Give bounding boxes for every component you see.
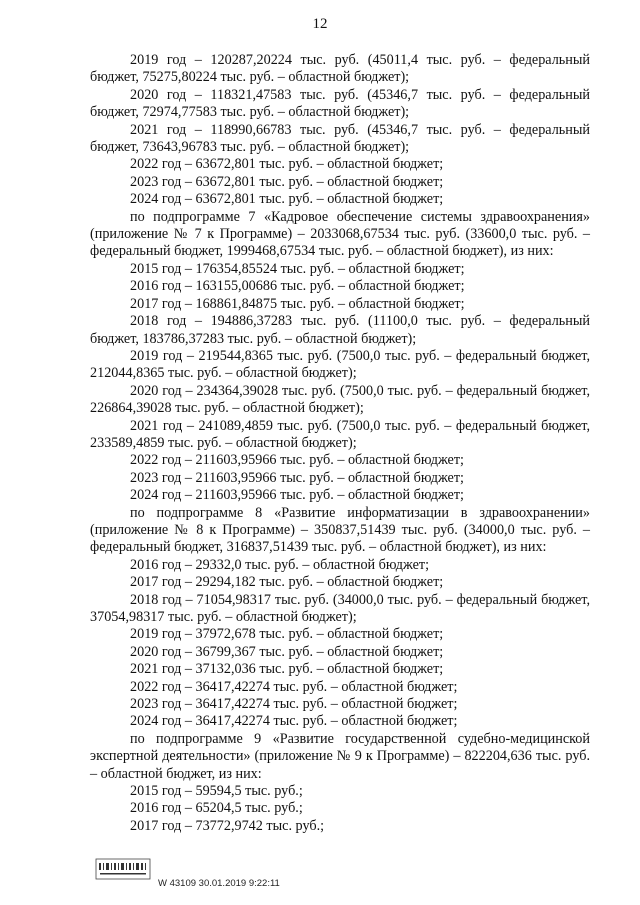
paragraph: 2023 год – 63672,801 тыс. руб. – областной бюджет; (130, 173, 444, 190)
paragraph: 2017 год – 73772,9742 тыс. руб.; (130, 817, 325, 834)
paragraph: по подпрограмме 7 «Кадровое обеспечение системы здравоохранения» (приложение № 7 к Программе) – 2033068,67534 тыс. руб. (33600,0 тыс. руб. – федеральный бюджет, 1999468,67534 тыс. руб. – областной бюджет), из них: (90, 208, 590, 260)
paragraph: 2018 год – 194886,37283 тыс. руб. (11100,0 тыс. руб. – федеральный бюджет, 183786,37283 тыс. руб. – областной бюджет); (90, 313, 590, 347)
paragraph: 2024 год – 211603,95966 тыс. руб. – областной бюджет; (130, 487, 464, 504)
paragraph: 2015 год – 176354,85524 тыс. руб. – областной бюджет; (130, 260, 465, 277)
paragraph: 2020 год – 234364,39028 тыс. руб. (7500,0 тыс. руб. – федеральный бюджет, 226864,39028 тыс. руб. – областной бюджет); (90, 382, 590, 417)
paragraph: 2021 год – 37132,036 тыс. руб. – областной бюджет; (130, 661, 444, 678)
paragraph: 2015 год – 59594,5 тыс. руб.; (130, 783, 303, 800)
paragraph: 2020 год – 118321,47583 тыс. руб. (45346,7 тыс. руб. – федеральный бюджет, 72974,77583 тыс. руб. – областной бюджет); (90, 86, 590, 121)
paragraph: 2017 год – 29294,182 тыс. руб. – областной бюджет; (130, 574, 444, 591)
paragraph: 2023 год – 36417,42274 тыс. руб. – областной бюджет; (130, 696, 458, 713)
registration-number: W 43109 30.01.2019 9:22:11 (158, 878, 280, 889)
paragraph: 2016 год – 163155,00686 тыс. руб. – областной бюджет; (130, 278, 465, 295)
paragraph: 2021 год – 118990,66783 тыс. руб. (45346,7 тыс. руб. – федеральный бюджет, 73643,96783 тыс. руб. – областной бюджет); (90, 121, 590, 156)
paragraph: 2022 год – 211603,95966 тыс. руб. – областной бюджет; (130, 452, 464, 469)
paragraph: 2019 год – 219544,8365 тыс. руб. (7500,0 тыс. руб. – федеральный бюджет, 212044,8365 тыс. руб. – областной бюджет); (90, 347, 590, 382)
paragraph: по подпрограмме 9 «Развитие государственной судебно-медицинской экспертной деятельности» (приложение № 9 к Программе) – 822204,636 тыс. руб. – областной бюджет, из них: (90, 730, 590, 782)
paragraph: 2023 год – 211603,95966 тыс. руб. – областной бюджет; (130, 469, 464, 486)
barcode-stamp (95, 858, 151, 880)
paragraph: 2022 год – 63672,801 тыс. руб. – областной бюджет; (130, 156, 444, 173)
paragraph: по подпрограмме 8 «Развитие информатизации в здравоохранении» (приложение № 8 к Программе) – 350837,51439 тыс. руб. (34000,0 тыс. руб. – федеральный бюджет, 316837,51439 тыс. руб. – областной бюджет), из них: (90, 504, 590, 556)
paragraph: 2019 год – 37972,678 тыс. руб. – областной бюджет; (130, 626, 444, 643)
paragraph: 2018 год – 71054,98317 тыс. руб. (34000,0 тыс. руб. – федеральный бюджет, 37054,98317 тыс. руб. – областной бюджет); (90, 591, 590, 625)
document-body (90, 52, 590, 835)
page-number: 12 (312, 16, 328, 32)
paragraph: 2024 год – 36417,42274 тыс. руб. – областной бюджет; (130, 713, 458, 730)
paragraph: 2016 год – 29332,0 тыс. руб. – областной бюджет; (130, 556, 430, 573)
paragraph: 2017 год – 168861,84875 тыс. руб. – областной бюджет; (130, 295, 465, 312)
paragraph: 2016 год – 65204,5 тыс. руб.; (130, 800, 303, 817)
paragraph: 2020 год – 36799,367 тыс. руб. – областной бюджет; (130, 643, 444, 660)
paragraph: 2019 год – 120287,20224 тыс. руб. (45011,4 тыс. руб. – федеральный бюджет, 75275,80224 тыс. руб. – областной бюджет); (90, 52, 590, 86)
paragraph: 2021 год – 241089,4859 тыс. руб. (7500,0 тыс. руб. – федеральный бюджет, 233589,4859 тыс. руб. – областной бюджет); (90, 417, 590, 451)
paragraph: 2022 год – 36417,42274 тыс. руб. – областной бюджет; (130, 678, 458, 695)
paragraph: 2024 год – 63672,801 тыс. руб. – областной бюджет; (130, 191, 444, 208)
